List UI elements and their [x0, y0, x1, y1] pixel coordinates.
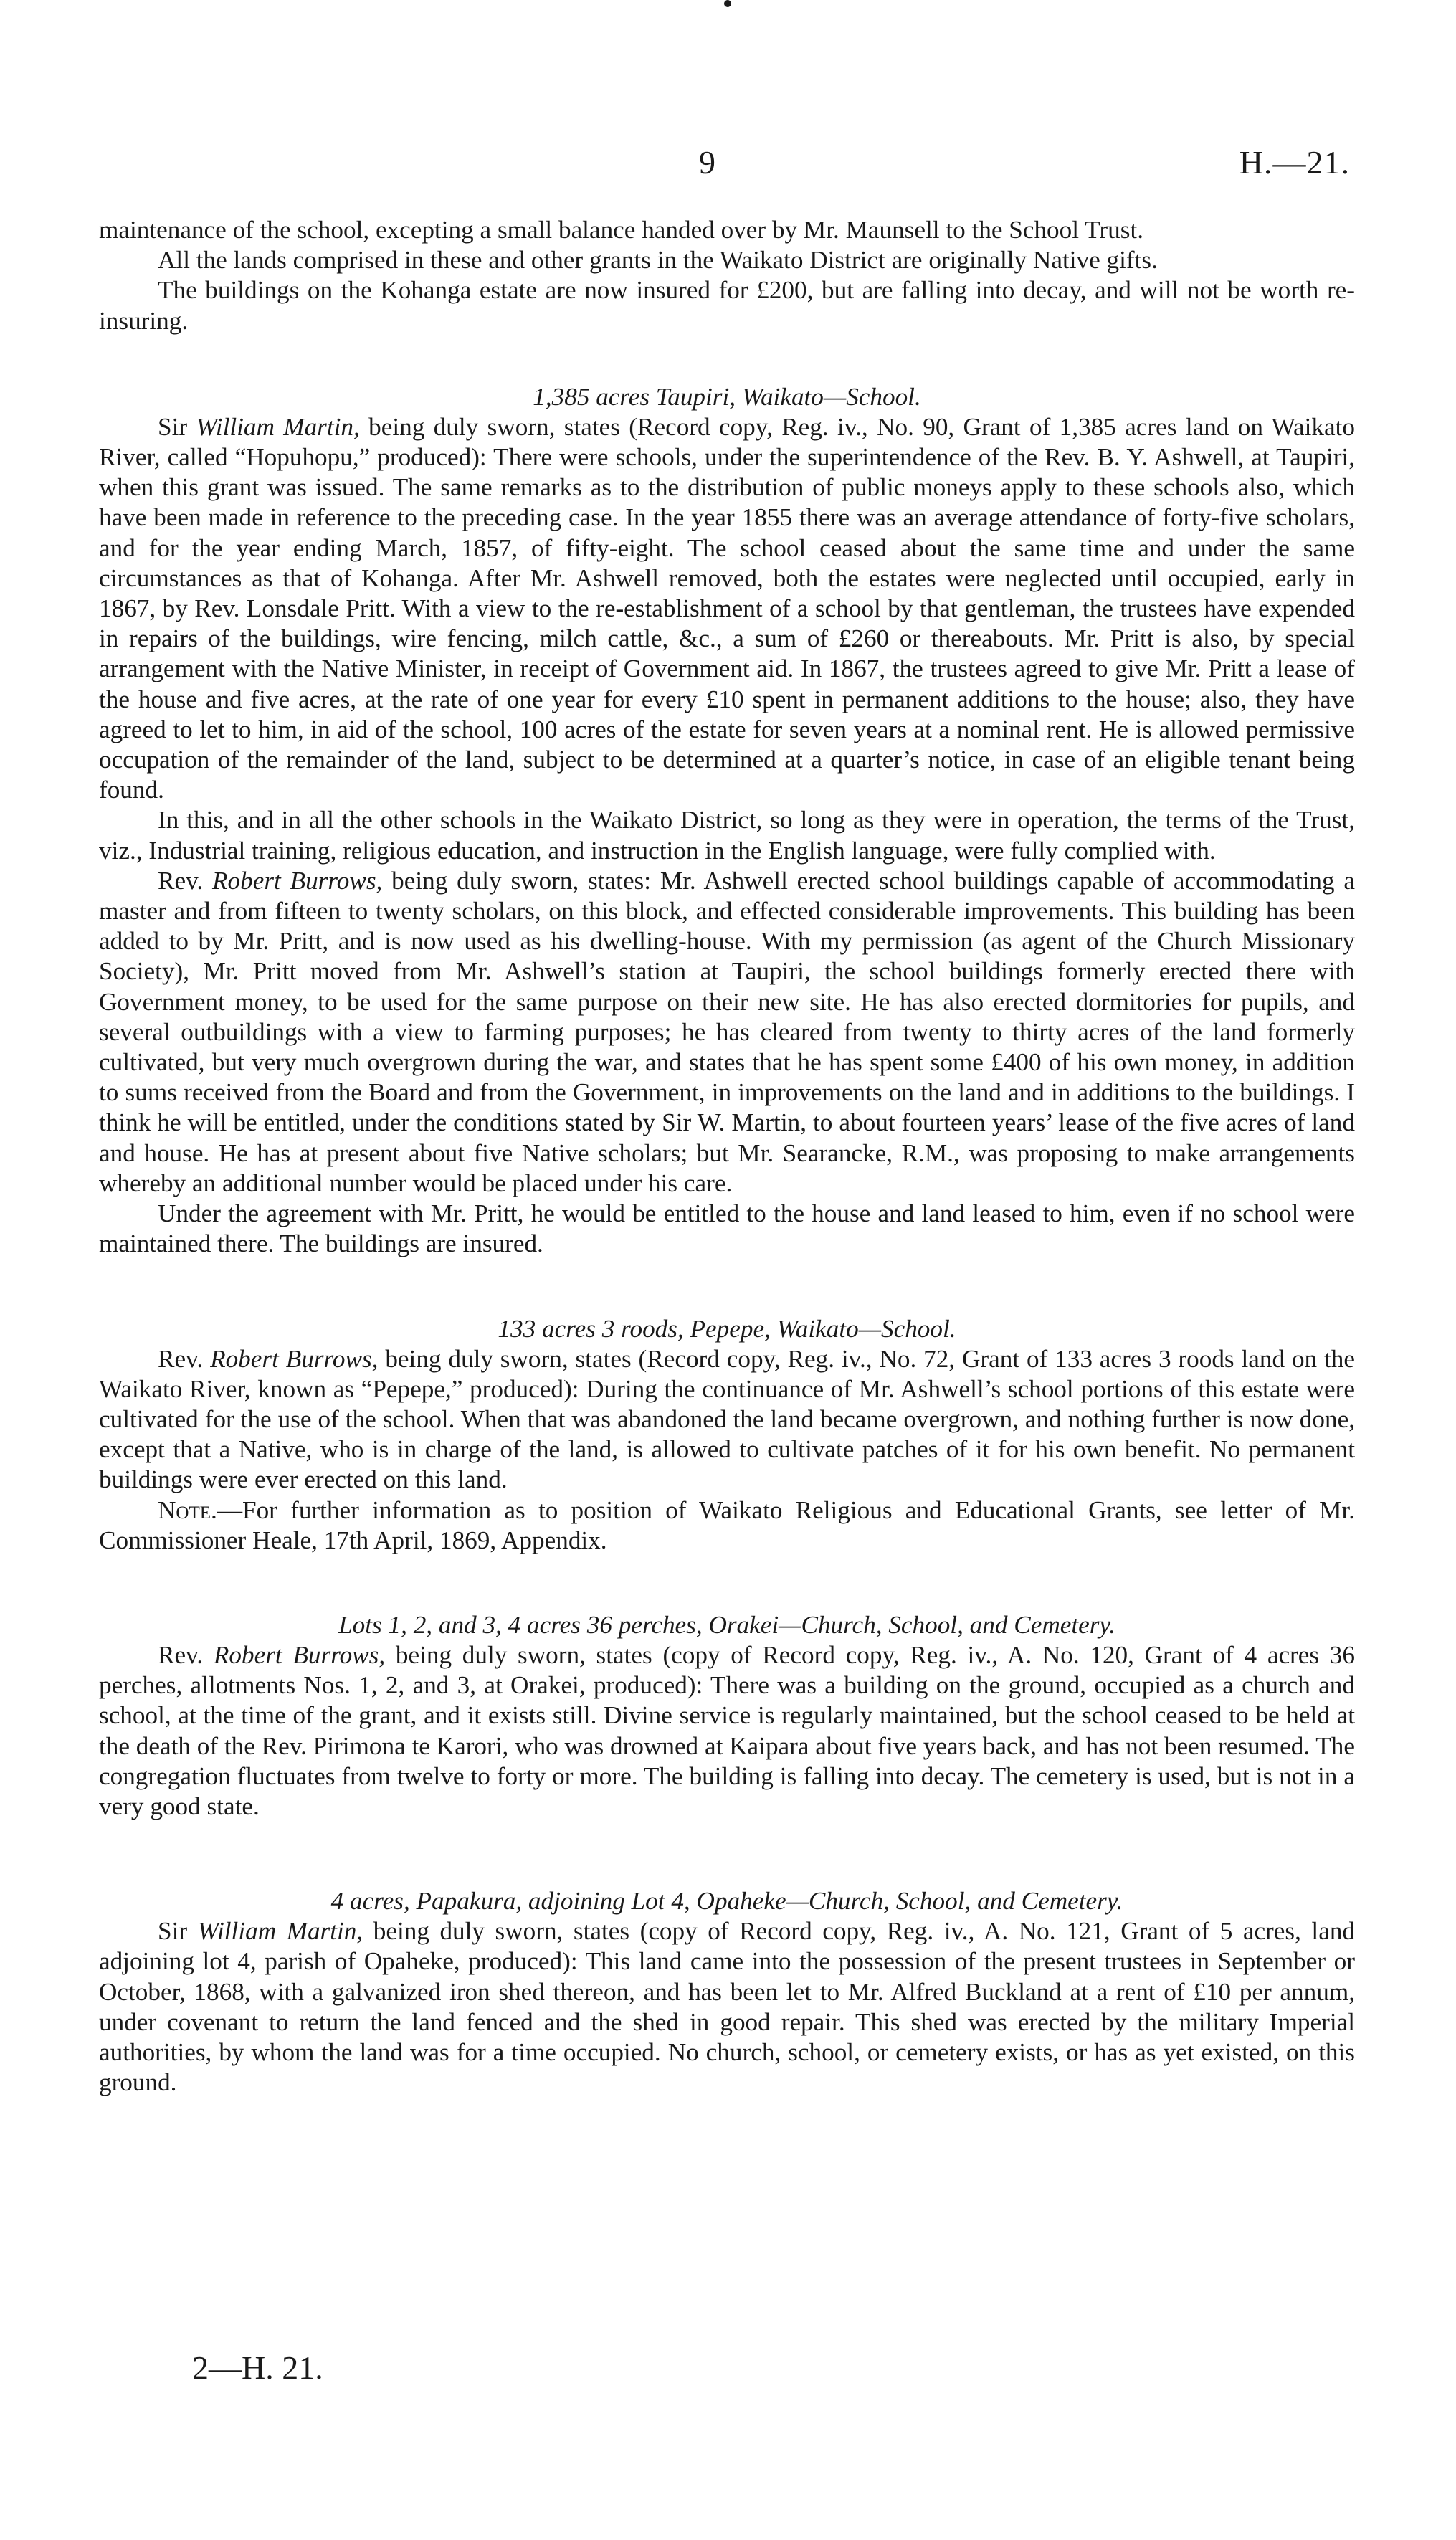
testimony-paragraph: [99, 412, 1355, 806]
title: Rev.: [158, 1640, 204, 1669]
print-mark: [724, 0, 731, 7]
title: Sir: [158, 1917, 188, 1946]
section-heading-pepepe: 133 acres 3 roods, Pepepe, Waikato—School.: [498, 1314, 956, 1343]
intro-paragraph: All the lands comprised in these and other grants in the Waikato District are originally Native gifts.: [158, 246, 1158, 275]
testimony-text: being duly sworn, states: Mr. Ashwell erected school buildings capable of accommodating a master and from fifteen to twenty scholars, on this block, and effected considerable improvements. This building has been added to by Mr. Pritt, and is now used as his dwelling-house. With my permission (as agent of the Church Missionary Society), Mr. Pritt moved from Mr. Ashwell’s station at Taupiri, the school buildings formerly erected there with Government money, to be used for the same purpose on their new site. He has also erected dormitories for pupils, and several outbuildings with a view to farming purposes; he has cleared from twenty to thirty acres of the land formerly cultivated, but very much overgrown during the war, and states that he has spent some £400 of his own money, in addition to sums received from the Board and from the Government, in improvements on the land and in additions to the buildings. I think he will be entitled, under the conditions stated by Sir W. Martin, to about fourteen years’ lease of the five acres of land and house. He has at present about five Native scholars; but Mr. Searancke, R.M., was proposing to make arrangements whereby an additional number would be placed under his care.: [99, 866, 1355, 1197]
section-heading-taupiri: 1,385 acres Taupiri, Waikato—School.: [533, 382, 921, 411]
witness-name: Robert Burrows,: [212, 866, 383, 895]
testimony-text: being duly sworn, states (copy of Record copy, Reg. iv., A. No. 121, Grant of 5 acres, land adjoining lot 4, parish of Opaheke, produced): This land came into the possession of the present trustees in September or October, 1868, with a galvanized iron shed thereon, and has been let to Mr. Alfred Buckland at a rent of £10 per annum, under covenant to return the land fenced and the shed in good repair. This shed was erected by the military Imperial authorities, by whom the land was for a time occupied. No church, school, or cemetery exists, or has as yet existed, on this ground.: [99, 1917, 1356, 2097]
testimony-paragraph: [99, 1916, 1355, 2098]
note-paragraph: [99, 1495, 1355, 1556]
witness-name: Robert Burrows,: [213, 1640, 386, 1669]
note-label: Note.: [158, 1495, 217, 1524]
title: Sir: [158, 412, 188, 441]
intro-paragraph: The buildings on the Kohanga estate are now insured for £200, but are falling into decay, and will not be worth re-insuring.: [99, 276, 1355, 335]
note-text: —For further information as to position of Waikato Religious and Educational Grants, see letter of Mr. Commissioner Heale, 17th April, 1869, Appendix.: [99, 1495, 1355, 1554]
testimony-text: being duly sworn, states (copy of Record copy, Reg. iv., A. No. 120, Grant of 4 acres 36 perches, allotments Nos. 1, 2, and 3, at Orakei, produced): There was a building on the ground, occupied as a church and school, at the time of the grant, and it exists still. Divine service is regularly maintained, but the school ceased to be held at the death of the Rev. Pirimona te Karori, who was drowned at Kaipara about five years back, and has not been resumed. The congregation fluctuates from twelve to forty or more. The building is falling into decay. The cemetery is used, but is not in a very good state.: [99, 1640, 1355, 1820]
signature-mark: 2—H. 21.: [192, 2349, 323, 2386]
section-heading-opaheke: 4 acres, Papakura, adjoining Lot 4, Opaheke—Church, School, and Cemetery.: [330, 1887, 1123, 1916]
document-reference: H.—21.: [1239, 144, 1350, 181]
body-paragraph: Under the agreement with Mr. Pritt, he would be entitled to the house and land leased to him, even if no school were maintained there. The buildings are insured.: [99, 1199, 1355, 1258]
witness-name: Robert Burrows,: [210, 1344, 379, 1373]
title: Rev.: [158, 866, 204, 895]
testimony-paragraph: [99, 1344, 1355, 1495]
body-paragraph: In this, and in all the other schools in the Waikato District, so long as they were in operation, the terms of the Trust, viz., Industrial training, religious education, and instruction in the English language, were fully complied with.: [99, 806, 1355, 865]
document-body: [99, 215, 1355, 2098]
page-number: 9: [699, 144, 715, 181]
section-heading-orakei: Lots 1, 2, and 3, 4 acres 36 perches, Orakei—Church, School, and Cemetery.: [338, 1610, 1115, 1639]
witness-name: William Martin,: [196, 412, 360, 441]
intro-paragraph: maintenance of the school, excepting a small balance handed over by Mr. Maunsell to the School Trust.: [99, 216, 1144, 244]
testimony-text: being duly sworn, states (Record copy, Reg. iv., No. 72, Grant of 133 acres 3 roods land on the Waikato River, known as “Pepepe,” produced): During the continuance of Mr. Ashwell’s school portions of this estate were cultivated for the use of the school. When that was abandoned the land became overgrown, and nothing further is now done, except that a Native, who is in charge of the land, is allowed to cultivate patches of it for his own benefit. No permanent buildings were ever erected on this land.: [99, 1344, 1355, 1494]
witness-name: William Martin,: [197, 1917, 363, 1946]
title: Rev.: [158, 1344, 204, 1373]
testimony-text: being duly sworn, states (Record copy, Reg. iv., No. 90, Grant of 1,385 acres land on Waikato River, called “Hopuhopu,” produced): There were schools, under the superintendence of the Rev. B. Y. Ashwell, at Taupiri, when this grant was issued. The same remarks as to the distribution of public moneys apply to these schools also, which have been made in reference to the preceding case. In the year 1855 there was an average attendance of forty-five scholars, and for the year ending March, 1857, of fifty-eight. The school ceased about the same time and under the same circumstances as that of Kohanga. After Mr. Ashwell removed, both the estates were neglected until occupied, early in 1867, by Rev. Lonsdale Pritt. With a view to the re-establishment of a school by that gentleman, the trustees have expended in repairs of the buildings, wire fencing, milch cattle, &c., a sum of £260 or thereabouts. Mr. Pritt is also, by special arrangement with the Native Minister, in receipt of Government aid. In 1867, the trustees agreed to give Mr. Pritt a lease of the house and five acres, at the rate of one year for every £10 spent in permanent additions to the house; also, they have agreed to let to him, in aid of the school, 100 acres of the estate for seven years at a nominal rent. He is allowed permissive occupation of the remainder of the land, subject to be determined at a quarter’s notice, in case of an eligible tenant being found.: [99, 412, 1356, 804]
testimony-paragraph: [99, 1640, 1355, 1822]
testimony-paragraph: [99, 866, 1355, 1199]
